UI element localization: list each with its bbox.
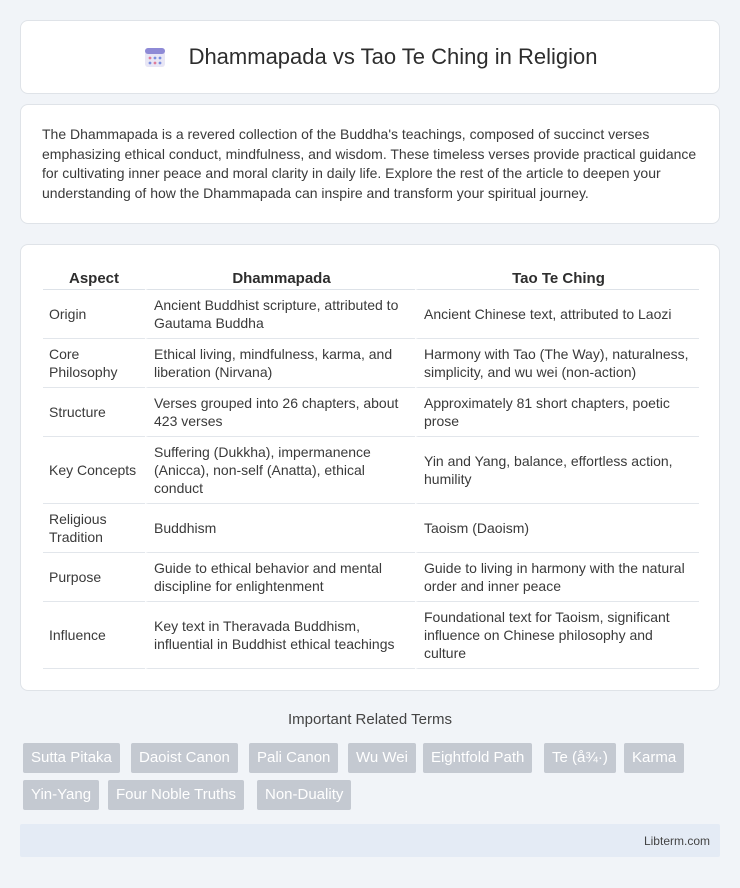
column-header-dhammapada: Dhammapada (145, 264, 415, 290)
row-aspect: Origin (43, 290, 145, 339)
footer (20, 824, 720, 857)
row-dhammapada: Suffering (Dukkha), impermanence (Anicca), non-self (Anatta), ethical conduct (145, 437, 415, 504)
row-dhammapada: Buddhism (145, 504, 415, 553)
related-terms-title: Important Related Terms (288, 711, 452, 728)
intro-card (20, 104, 720, 224)
table-row (43, 388, 699, 437)
tag-yin-yang[interactable]: Yin-Yang (23, 780, 99, 810)
row-tao-te-ching: Ancient Chinese text, attributed to Laozi (415, 290, 699, 339)
row-dhammapada: Ancient Buddhist scripture, attributed to Gautama Buddha (145, 290, 415, 339)
tag-four-noble-truths[interactable]: Four Noble Truths (108, 780, 244, 810)
tag-daoist-canon[interactable]: Daoist Canon (131, 743, 238, 773)
column-header-aspect: Aspect (43, 264, 145, 290)
header-card (20, 20, 720, 94)
table-row (43, 339, 699, 388)
row-dhammapada: Key text in Theravada Buddhism, influential in Buddhist ethical teachings (145, 602, 415, 669)
table-row (43, 437, 699, 504)
tag-pali-canon[interactable]: Pali Canon (249, 743, 338, 773)
tag-non-duality[interactable]: Non-Duality (257, 780, 351, 810)
row-dhammapada: Guide to ethical behavior and mental discipline for enlightenment (145, 553, 415, 602)
row-dhammapada: Verses grouped into 26 chapters, about 423 verses (145, 388, 415, 437)
row-aspect: Structure (43, 388, 145, 437)
row-aspect: Key Concepts (43, 437, 145, 504)
column-header-tao-te-ching: Tao Te Ching (415, 264, 699, 290)
row-aspect: Core Philosophy (43, 339, 145, 388)
row-tao-te-ching: Harmony with Tao (The Way), naturalness, simplicity, and wu wei (non-action) (415, 339, 699, 388)
row-dhammapada: Ethical living, mindfulness, karma, and liberation (Nirvana) (145, 339, 415, 388)
tag-wu-wei[interactable]: Wu Wei (348, 743, 416, 773)
table-row (43, 553, 699, 602)
tag-karma[interactable]: Karma (624, 743, 684, 773)
row-tao-te-ching: Approximately 81 short chapters, poetic prose (415, 388, 699, 437)
tag-te[interactable]: Te (å¾·) (544, 743, 616, 773)
page-title: Dhammapada vs Tao Te Ching in Religion (188, 44, 598, 69)
table-row (43, 504, 699, 553)
tag-eightfold-path[interactable]: Eightfold Path (423, 743, 532, 773)
row-tao-te-ching: Yin and Yang, balance, effortless action, humility (415, 437, 699, 504)
row-tao-te-ching: Guide to living in harmony with the natural order and inner peace (415, 553, 699, 602)
comparison-table (43, 264, 699, 669)
comparison-card (20, 244, 720, 691)
table-header-row (43, 264, 699, 290)
table-row (43, 602, 699, 669)
tag-sutta-pitaka[interactable]: Sutta Pitaka (23, 743, 120, 773)
calendar-icon (143, 45, 167, 69)
row-tao-te-ching: Foundational text for Taoism, significant influence on Chinese philosophy and culture (415, 602, 699, 669)
intro-text: The Dhammapada is a revered collection of the Buddha's teachings, composed of succinct verses emphasizing ethical conduct, mindfulness, and wisdom. These timeless verses provide practical guidance for cultivating inner peace and moral clarity in daily life. Explore the rest of the article to deepen your understanding of how the Dhammapada can inspire and transform your spiritual journey. (42, 126, 697, 201)
row-aspect: Purpose (43, 553, 145, 602)
footer-brand[interactable]: Libterm.com (643, 834, 710, 848)
row-aspect: Influence (43, 602, 145, 669)
row-tao-te-ching: Taoism (Daoism) (415, 504, 699, 553)
table-row (43, 290, 699, 339)
row-aspect: Religious Tradition (43, 504, 145, 553)
